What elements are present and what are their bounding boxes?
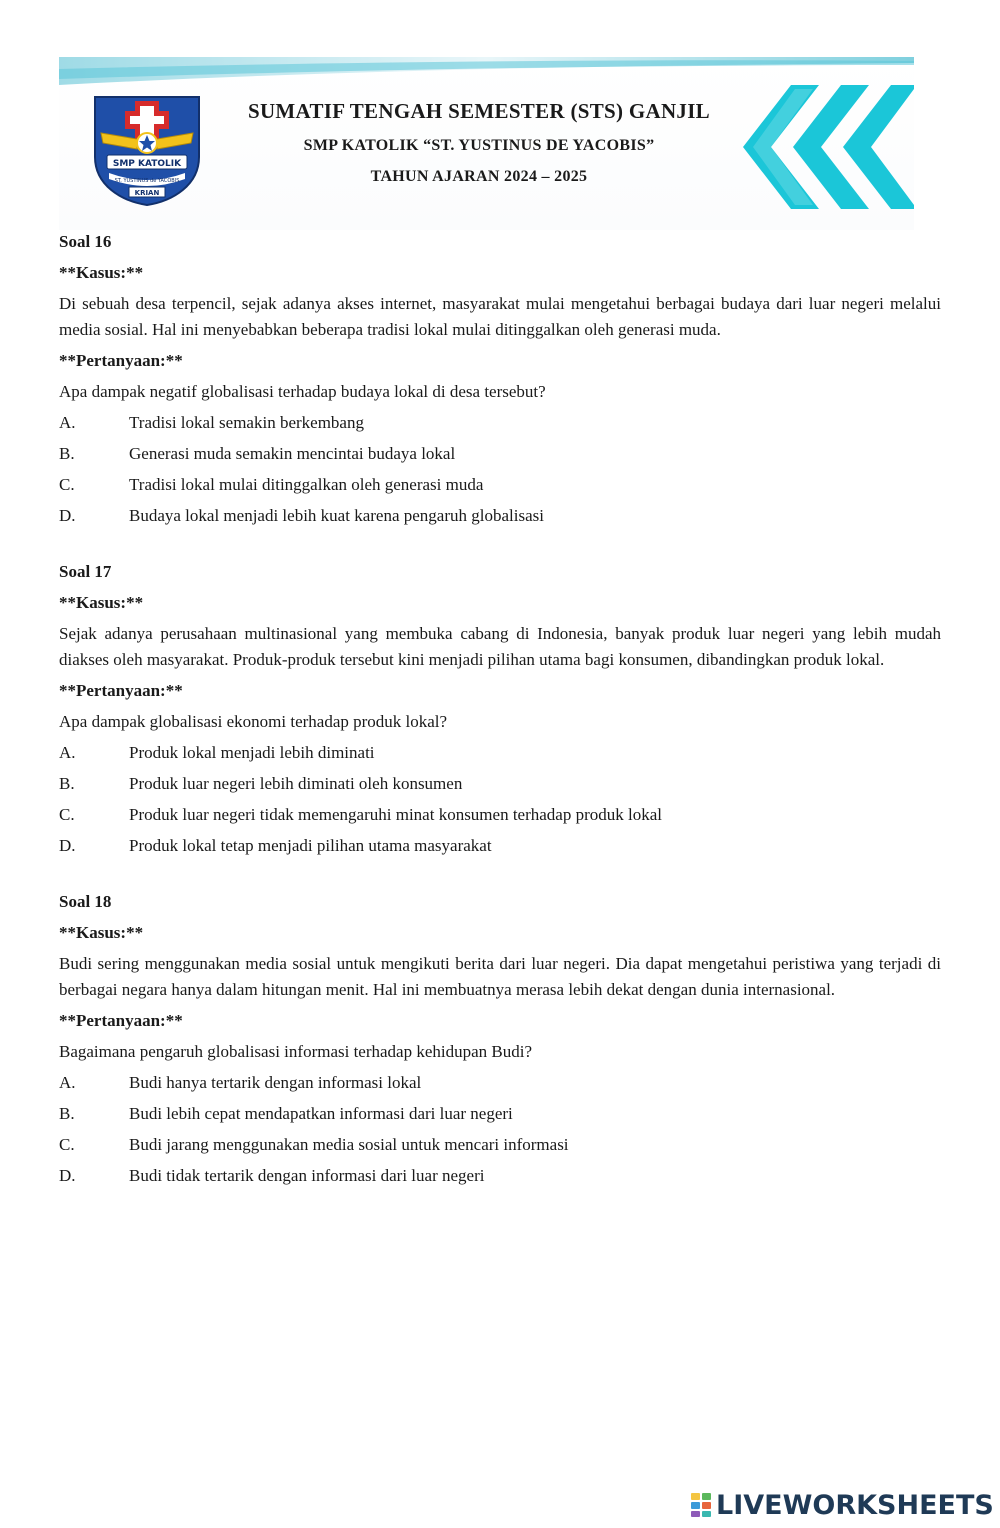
option-letter: D. bbox=[59, 1166, 76, 1185]
question-text: Apa dampak globalisasi ekonomi terhadap produk lokal? bbox=[59, 712, 448, 731]
question-title: Soal 17 bbox=[59, 562, 112, 581]
option-text: Budi jarang menggunakan media sosial untuk mencari informasi bbox=[129, 1135, 569, 1154]
option-text: Produk luar negeri tidak memengaruhi minat konsumen terhadap produk lokal bbox=[129, 805, 663, 824]
option-a[interactable] bbox=[59, 1070, 941, 1096]
logo-ribbon-text: ST. YUSTINUS de YACOBIS bbox=[114, 178, 180, 184]
question-label: **Pertanyaan:** bbox=[59, 681, 183, 700]
question-title: Soal 16 bbox=[59, 232, 112, 251]
question-spacer bbox=[59, 529, 941, 559]
liveworksheets-logo[interactable] bbox=[690, 1488, 994, 1522]
questions-list bbox=[59, 229, 941, 1189]
question-label: **Pertanyaan:** bbox=[59, 1011, 183, 1030]
option-d[interactable] bbox=[59, 1163, 941, 1189]
option-text: Budi tidak tertarik dengan informasi dari luar negeri bbox=[129, 1166, 485, 1185]
option-b[interactable] bbox=[59, 1101, 941, 1127]
option-letter: A. bbox=[59, 743, 76, 762]
case-label: **Kasus:** bbox=[59, 923, 144, 942]
option-letter: D. bbox=[59, 506, 76, 525]
question-17 bbox=[59, 559, 941, 859]
header-banner bbox=[59, 57, 914, 230]
option-text: Tradisi lokal semakin berkembang bbox=[129, 413, 364, 432]
option-text: Budaya lokal menjadi lebih kuat karena pengaruh globalisasi bbox=[129, 506, 544, 525]
option-b[interactable] bbox=[59, 441, 941, 467]
option-c[interactable] bbox=[59, 472, 941, 498]
case-label: **Kasus:** bbox=[59, 263, 144, 282]
option-b[interactable] bbox=[59, 771, 941, 797]
option-d[interactable] bbox=[59, 833, 941, 859]
option-letter: A. bbox=[59, 413, 76, 432]
option-letter: D. bbox=[59, 836, 76, 855]
option-a[interactable] bbox=[59, 410, 941, 436]
option-letter: C. bbox=[59, 805, 75, 824]
question-label: **Pertanyaan:** bbox=[59, 351, 183, 370]
option-letter: C. bbox=[59, 1135, 75, 1154]
question-title: Soal 18 bbox=[59, 892, 112, 911]
option-d[interactable] bbox=[59, 503, 941, 529]
question-text: Apa dampak negatif globalisasi terhadap budaya lokal di desa tersebut? bbox=[59, 382, 546, 401]
option-letter: C. bbox=[59, 475, 75, 494]
option-letter: B. bbox=[59, 1104, 75, 1123]
case-label: **Kasus:** bbox=[59, 593, 144, 612]
school-crest-logo bbox=[89, 87, 205, 207]
option-letter: A. bbox=[59, 1073, 76, 1092]
question-text: Bagaimana pengaruh globalisasi informasi terhadap kehidupan Budi? bbox=[59, 1042, 533, 1061]
question-spacer bbox=[59, 859, 941, 889]
option-text: Produk lokal menjadi lebih diminati bbox=[129, 743, 375, 762]
question-16 bbox=[59, 229, 941, 529]
case-text: Di sebuah desa terpencil, sejak adanya akses internet, masyarakat mulai mengetahui berbagai budaya dari luar negeri melalui media sosial. Hal ini menyebabkan beberapa tradisi lokal mulai ditinggalkan oleh generasi muda. bbox=[59, 294, 941, 339]
option-c[interactable] bbox=[59, 1132, 941, 1158]
option-a[interactable] bbox=[59, 740, 941, 766]
option-letter: B. bbox=[59, 774, 75, 793]
school-name: SMP KATOLIK “ST. YUSTINUS DE YACOBIS” bbox=[303, 137, 655, 154]
option-text: Budi hanya tertarik dengan informasi lokal bbox=[129, 1073, 422, 1092]
option-letter: B. bbox=[59, 444, 75, 463]
case-text: Sejak adanya perusahaan multinasional yang membuka cabang di Indonesia, banyak produk luar negeri yang lebih mudah diakses oleh masyarakat. Produk-produk tersebut kini menjadi pilihan utama bagi konsumen, dibandingkan produk lokal. bbox=[59, 624, 941, 669]
option-text: Produk luar negeri lebih diminati oleh konsumen bbox=[129, 774, 463, 793]
liveworksheets-brand: LIVEWORKSHEETS bbox=[716, 1489, 994, 1521]
liveworksheets-icon bbox=[690, 1492, 712, 1518]
logo-banner-text: SMP KATOLIK bbox=[112, 159, 182, 169]
logo-place-text: KRIAN bbox=[134, 189, 160, 197]
exam-title: SUMATIF TENGAH SEMESTER (STS) GANJIL bbox=[247, 99, 710, 123]
academic-year: TAHUN AJARAN 2024 – 2025 bbox=[370, 168, 588, 185]
option-text: Produk lokal tetap menjadi pilihan utama masyarakat bbox=[129, 836, 492, 855]
question-18 bbox=[59, 889, 941, 1189]
option-text: Generasi muda semakin mencintai budaya lokal bbox=[129, 444, 456, 463]
header-titles bbox=[199, 97, 759, 186]
chevron-decoration-icon bbox=[731, 81, 914, 213]
option-c[interactable] bbox=[59, 802, 941, 828]
case-text: Budi sering menggunakan media sosial untuk mengikuti berita dari luar negeri. Dia dapat mengetahui peristiwa yang terjadi di berbagai negara hanya dalam hitungan menit. Hal ini membuatnya merasa lebih dekat dengan dunia internasional. bbox=[59, 954, 941, 999]
option-text: Tradisi lokal mulai ditinggalkan oleh generasi muda bbox=[129, 475, 484, 494]
option-text: Budi lebih cepat mendapatkan informasi dari luar negeri bbox=[129, 1104, 513, 1123]
